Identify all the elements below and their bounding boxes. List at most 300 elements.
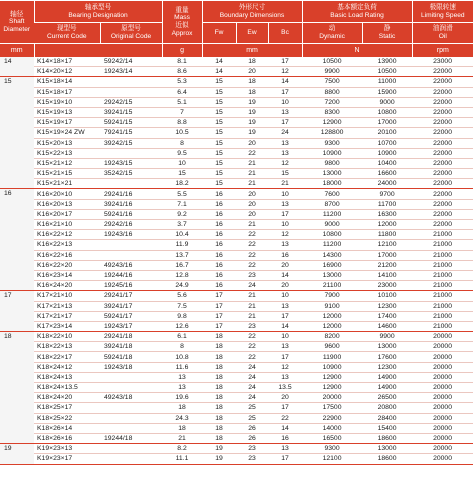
mass-cell: 7.1: [162, 199, 202, 209]
unit-speed: rpm: [412, 44, 473, 58]
bc-cell: 10: [268, 189, 302, 199]
dynamic-load-cell: 7600: [302, 189, 362, 199]
limiting-speed-cell: 22000: [412, 128, 473, 138]
fw-header: Fw: [202, 23, 236, 44]
ew-cell: 23: [236, 321, 268, 331]
bc-cell: 14: [268, 321, 302, 331]
ew-cell: 26: [236, 423, 268, 433]
original-code-cell: [100, 372, 162, 382]
ew-cell: 21: [236, 179, 268, 189]
static-load-cell: 11800: [362, 230, 412, 240]
fw-cell: 18: [202, 403, 236, 413]
original-code-header-en: Original Code: [110, 33, 152, 40]
limiting-speed-cell: 22000: [412, 209, 473, 219]
static-load-cell: 17600: [362, 352, 412, 362]
dynamic-load-cell: 12000: [302, 321, 362, 331]
bc-cell: 24: [268, 128, 302, 138]
current-code-cell: K15×21×15: [34, 169, 100, 179]
dynamic-load-cell: 20000: [302, 393, 362, 403]
static-load-cell: 11000: [362, 77, 412, 87]
table-row: [0, 250, 473, 260]
bc-cell: 17: [268, 403, 302, 413]
fw-cell: 16: [202, 250, 236, 260]
current-code-cell: K18×22×13: [34, 342, 100, 352]
static-load-cell: 14100: [362, 270, 412, 280]
dimensions-header-cn: 外形尺寸: [238, 3, 266, 11]
mass-cell: 13: [162, 372, 202, 382]
static-load-cell: 17000: [362, 118, 412, 128]
mass-cell: 11.1: [162, 454, 202, 464]
original-code-cell: 39241/16: [100, 199, 162, 209]
original-code-cell: [100, 403, 162, 413]
ew-cell: 25: [236, 413, 268, 423]
static-load-cell: 24000: [362, 179, 412, 189]
static-header-cn: 静: [383, 25, 391, 33]
mass-cell: 13: [162, 383, 202, 393]
current-code-cell: K16×22×16: [34, 250, 100, 260]
original-code-cell: 59241/15: [100, 118, 162, 128]
limiting-speed-cell: 20000: [412, 332, 473, 342]
current-code-cell: K16×20×17: [34, 209, 100, 219]
limiting-speed-cell: 22000: [412, 148, 473, 158]
original-code-cell: 29241/16: [100, 189, 162, 199]
fw-cell: 16: [202, 281, 236, 291]
dynamic-load-cell: 16500: [302, 433, 362, 443]
shaft-diameter-cell: 18: [0, 332, 34, 444]
static-load-cell: 26500: [362, 393, 412, 403]
ew-cell: 24: [236, 281, 268, 291]
bc-cell: 12: [268, 362, 302, 372]
table-row: [0, 199, 473, 209]
ew-cell: 24: [236, 372, 268, 382]
unit-mass: g: [162, 44, 202, 58]
dynamic-header: [302, 23, 362, 44]
static-load-cell: 10800: [362, 107, 412, 117]
fw-cell: 18: [202, 362, 236, 372]
limiting-speed-cell: 20000: [412, 372, 473, 382]
original-code-cell: [100, 444, 162, 454]
static-load-cell: 9700: [362, 189, 412, 199]
bc-cell: 13: [268, 199, 302, 209]
dynamic-load-cell: 9100: [302, 301, 362, 311]
mass-cell: 18: [162, 403, 202, 413]
original-code-cell: [100, 454, 162, 464]
fw-cell: 16: [202, 220, 236, 230]
static-load-cell: 20800: [362, 403, 412, 413]
table-row: [0, 67, 473, 77]
static-load-cell: 13000: [362, 444, 412, 454]
table-header: [0, 1, 473, 58]
shaft-header-cn: 轴径: [10, 10, 24, 18]
dynamic-load-cell: 17500: [302, 403, 362, 413]
table-row: [0, 97, 473, 107]
fw-cell: 15: [202, 97, 236, 107]
original-code-cell: 39242/15: [100, 138, 162, 148]
dynamic-load-cell: 11900: [302, 352, 362, 362]
ew-cell: 22: [236, 230, 268, 240]
current-code-cell: K18×26×16: [34, 433, 100, 443]
original-code-cell: 19245/16: [100, 281, 162, 291]
bc-cell: 13: [268, 301, 302, 311]
table-row: [0, 393, 473, 403]
mass-cell: 12.6: [162, 321, 202, 331]
bc-cell: 13: [268, 107, 302, 117]
current-code-cell: K15×19×10: [34, 97, 100, 107]
fw-cell: 19: [202, 454, 236, 464]
unit-load: N: [302, 44, 412, 58]
table-row: [0, 281, 473, 291]
current-code-cell: K19×23×17: [34, 454, 100, 464]
bc-cell: 17: [268, 209, 302, 219]
unit-shaft: mm: [0, 44, 34, 58]
current-code-cell: K18×22×10: [34, 332, 100, 342]
ew-cell: 22: [236, 240, 268, 250]
static-load-cell: 16300: [362, 209, 412, 219]
original-code-cell: [100, 413, 162, 423]
original-code-cell: 59242/14: [100, 57, 162, 67]
ew-cell: 23: [236, 444, 268, 454]
fw-cell: 16: [202, 209, 236, 219]
current-code-cell: K15×18×17: [34, 87, 100, 97]
static-load-cell: 10100: [362, 291, 412, 301]
mass-cell: 5.1: [162, 97, 202, 107]
static-load-cell: 14600: [362, 321, 412, 331]
fw-cell: 16: [202, 199, 236, 209]
static-load-cell: 11700: [362, 199, 412, 209]
original-code-cell: [100, 240, 162, 250]
ew-cell: 20: [236, 199, 268, 209]
fw-cell: 15: [202, 169, 236, 179]
boundary-dimensions-header: [202, 1, 302, 23]
limiting-speed-cell: 20000: [412, 433, 473, 443]
mass-cell: 21: [162, 433, 202, 443]
mass-cell: 6.4: [162, 87, 202, 97]
dynamic-load-cell: 9000: [302, 220, 362, 230]
ew-cell: 22: [236, 250, 268, 260]
original-code-header-cn: 原型号: [121, 25, 141, 33]
ew-cell: 26: [236, 433, 268, 443]
original-code-cell: 19243/14: [100, 67, 162, 77]
bc-cell: 17: [268, 118, 302, 128]
original-code-cell: 29242/15: [100, 97, 162, 107]
bc-cell: 22: [268, 413, 302, 423]
bc-cell: 17: [268, 311, 302, 321]
static-load-cell: 16600: [362, 169, 412, 179]
limiting-speed-cell: 21000: [412, 281, 473, 291]
current-code-cell: K18×24×13.5: [34, 383, 100, 393]
table-row: [0, 77, 473, 87]
mass-cell: 8.6: [162, 67, 202, 77]
shaft-diameter-cell: 19: [0, 444, 34, 464]
bc-cell: 10: [268, 220, 302, 230]
dimensions-header-en: Boundary Dimensions: [219, 11, 285, 19]
bc-cell: 15: [268, 169, 302, 179]
original-code-cell: 49243/18: [100, 393, 162, 403]
mass-cell: 9.8: [162, 311, 202, 321]
fw-cell: 18: [202, 352, 236, 362]
mass-cell: 10.8: [162, 352, 202, 362]
mass-cell: 11.9: [162, 240, 202, 250]
original-code-cell: 39241/17: [100, 301, 162, 311]
oil-header: [412, 23, 473, 44]
limiting-speed-cell: 22000: [412, 189, 473, 199]
current-code-cell: K15×22×13: [34, 148, 100, 158]
current-code-cell: K16×22×20: [34, 260, 100, 270]
mass-cell: 19.6: [162, 393, 202, 403]
dynamic-load-cell: 128800: [302, 128, 362, 138]
bc-cell: 20: [268, 281, 302, 291]
original-code-cell: 19244/16: [100, 270, 162, 280]
mass-cell: 18: [162, 423, 202, 433]
static-load-cell: 14900: [362, 383, 412, 393]
current-code-cell: K18×24×12: [34, 362, 100, 372]
ew-cell: 22: [236, 352, 268, 362]
original-code-cell: [100, 250, 162, 260]
original-code-cell: [100, 87, 162, 97]
table-row: [0, 189, 473, 199]
current-code-cell: K18×25×22: [34, 413, 100, 423]
static-load-cell: 15900: [362, 87, 412, 97]
limiting-speed-cell: 22000: [412, 67, 473, 77]
dynamic-load-cell: 9300: [302, 444, 362, 454]
limiting-speed-cell: 23000: [412, 57, 473, 67]
dynamic-load-cell: 22900: [302, 413, 362, 423]
current-code-cell: K14×18×17: [34, 57, 100, 67]
current-code-cell: K16×24×20: [34, 281, 100, 291]
dynamic-load-cell: 10500: [302, 57, 362, 67]
dynamic-load-cell: 12900: [302, 372, 362, 382]
mass-cell: 18.2: [162, 179, 202, 189]
static-load-cell: 20100: [362, 128, 412, 138]
original-code-cell: 39241/18: [100, 342, 162, 352]
table-body: [0, 57, 473, 464]
mass-cell: 15: [162, 169, 202, 179]
mass-cell: 10.4: [162, 230, 202, 240]
ew-cell: 20: [236, 209, 268, 219]
bc-cell: 10: [268, 291, 302, 301]
dynamic-load-cell: 9600: [302, 342, 362, 352]
table-row: [0, 423, 473, 433]
fw-cell: 18: [202, 332, 236, 342]
units-row: [0, 44, 473, 58]
original-code-cell: 59241/18: [100, 352, 162, 362]
ew-cell: 22: [236, 342, 268, 352]
bearing-designation-header: [34, 1, 162, 23]
mass-cell: 8: [162, 138, 202, 148]
mass-cell: 8.8: [162, 118, 202, 128]
limiting-speed-cell: 22000: [412, 118, 473, 128]
fw-cell: 16: [202, 240, 236, 250]
ew-cell: 24: [236, 393, 268, 403]
fw-cell: 16: [202, 270, 236, 280]
dynamic-header-cn: 动: [328, 25, 336, 33]
table-row: [0, 260, 473, 270]
original-code-cell: 29241/18: [100, 332, 162, 342]
mass-header-cn1: 重量: [175, 6, 189, 14]
table-row: [0, 413, 473, 423]
current-code-cell: K17×21×13: [34, 301, 100, 311]
original-code-cell: 79241/15: [100, 128, 162, 138]
fw-cell: 15: [202, 128, 236, 138]
ew-cell: 24: [236, 383, 268, 393]
table-row: [0, 342, 473, 352]
mass-cell: 16.7: [162, 260, 202, 270]
original-code-cell: 29241/17: [100, 291, 162, 301]
static-load-cell: 12100: [362, 240, 412, 250]
bc-cell: 13: [268, 342, 302, 352]
bc-cell: 21: [268, 179, 302, 189]
ew-cell: 18: [236, 87, 268, 97]
fw-cell: 18: [202, 342, 236, 352]
speed-header-cn: 极限转速: [429, 3, 456, 11]
ew-cell: 18: [236, 77, 268, 87]
fw-cell: 15: [202, 87, 236, 97]
limiting-speed-cell: 20000: [412, 383, 473, 393]
ew-cell: 18: [236, 57, 268, 67]
fw-cell: 15: [202, 148, 236, 158]
limiting-speed-cell: 21000: [412, 321, 473, 331]
original-code-cell: 19243/18: [100, 362, 162, 372]
limiting-speed-cell: 22000: [412, 107, 473, 117]
static-load-cell: 12000: [362, 220, 412, 230]
bc-cell: 13: [268, 138, 302, 148]
current-code-cell: K17×23×14: [34, 321, 100, 331]
dynamic-load-cell: 21100: [302, 281, 362, 291]
limiting-speed-cell: 20000: [412, 403, 473, 413]
bc-cell: 13: [268, 444, 302, 454]
original-code-header: [100, 23, 162, 44]
table-row: [0, 270, 473, 280]
fw-cell: 14: [202, 57, 236, 67]
mass-header: [162, 1, 202, 44]
current-code-cell: K18×22×17: [34, 352, 100, 362]
fw-cell: 17: [202, 301, 236, 311]
static-load-cell: 17000: [362, 250, 412, 260]
dynamic-load-cell: 14000: [302, 423, 362, 433]
ew-cell: 22: [236, 260, 268, 270]
bc-cell: 20: [268, 393, 302, 403]
original-code-cell: 19243/17: [100, 321, 162, 331]
unit-dimensions: mm: [202, 44, 302, 58]
static-load-cell: 10400: [362, 158, 412, 168]
current-code-cell: K16×23×14: [34, 270, 100, 280]
bc-cell: 20: [268, 260, 302, 270]
load-rating-header-cn: 基本额定负荷: [337, 3, 377, 11]
dynamic-load-cell: 9300: [302, 138, 362, 148]
mass-cell: 13.7: [162, 250, 202, 260]
speed-header-en: Limiting Speed: [420, 11, 465, 19]
table-row: [0, 107, 473, 117]
mass-cell: 3.7: [162, 220, 202, 230]
table-row: [0, 57, 473, 67]
fw-cell: 18: [202, 372, 236, 382]
limiting-speed-cell: 20000: [412, 413, 473, 423]
table-row: [0, 179, 473, 189]
table-row: [0, 118, 473, 128]
dynamic-load-cell: 8200: [302, 332, 362, 342]
bc-cell: 10: [268, 332, 302, 342]
static-load-cell: 17400: [362, 311, 412, 321]
original-code-cell: 19243/15: [100, 158, 162, 168]
fw-cell: 15: [202, 107, 236, 117]
shaft-diameter-cell: 15: [0, 77, 34, 189]
static-load-cell: 9000: [362, 97, 412, 107]
dynamic-load-cell: 10900: [302, 148, 362, 158]
current-code-cell: K16×22×13: [34, 240, 100, 250]
table-row: [0, 362, 473, 372]
original-code-cell: [100, 77, 162, 87]
original-code-cell: 39241/15: [100, 107, 162, 117]
load-rating-header: [302, 1, 412, 23]
table-row: [0, 383, 473, 393]
original-code-cell: 29242/16: [100, 220, 162, 230]
fw-cell: 17: [202, 321, 236, 331]
table-row: [0, 158, 473, 168]
limiting-speed-cell: 21000: [412, 230, 473, 240]
dynamic-load-cell: 8800: [302, 87, 362, 97]
shaft-header-en1: Shaft: [9, 18, 25, 26]
bc-cell: 13: [268, 240, 302, 250]
limiting-speed-cell: 22000: [412, 220, 473, 230]
mass-cell: 12.8: [162, 270, 202, 280]
dynamic-load-cell: 10900: [302, 362, 362, 372]
current-code-cell: K16×20×10: [34, 189, 100, 199]
ew-cell: 22: [236, 148, 268, 158]
static-load-cell: 18600: [362, 454, 412, 464]
original-code-cell: 59241/17: [100, 311, 162, 321]
current-code-cell: K18×26×14: [34, 423, 100, 433]
dynamic-load-cell: 13000: [302, 270, 362, 280]
dynamic-load-cell: 11200: [302, 209, 362, 219]
fw-cell: 18: [202, 423, 236, 433]
bc-cell: 13: [268, 148, 302, 158]
dynamic-load-cell: 14300: [302, 250, 362, 260]
ew-cell: 23: [236, 454, 268, 464]
ew-cell: 20: [236, 189, 268, 199]
dynamic-load-cell: 8300: [302, 107, 362, 117]
table-row: [0, 138, 473, 148]
table-row: [0, 301, 473, 311]
limiting-speed-header: [412, 1, 473, 23]
oil-header-cn: 油润滑: [432, 25, 453, 33]
limiting-speed-cell: 20000: [412, 352, 473, 362]
bc-cell: 12: [268, 158, 302, 168]
ew-cell: 20: [236, 67, 268, 77]
fw-cell: 18: [202, 433, 236, 443]
table-row: [0, 230, 473, 240]
static-load-cell: 15400: [362, 423, 412, 433]
dynamic-load-cell: 13000: [302, 169, 362, 179]
shaft-diameter-cell: 17: [0, 291, 34, 332]
mass-cell: 5.5: [162, 189, 202, 199]
table-row: [0, 311, 473, 321]
mass-cell: 8.1: [162, 57, 202, 67]
mass-cell: 7: [162, 107, 202, 117]
limiting-speed-cell: 21000: [412, 270, 473, 280]
current-code-cell: K17×21×17: [34, 311, 100, 321]
table-row: [0, 169, 473, 179]
limiting-speed-cell: 22000: [412, 87, 473, 97]
fw-cell: 15: [202, 77, 236, 87]
fw-cell: 14: [202, 67, 236, 77]
current-code-cell: K15×18×14: [34, 77, 100, 87]
mass-cell: 10.5: [162, 128, 202, 138]
current-code-header-cn: 现型号: [56, 25, 77, 33]
ew-cell: 21: [236, 291, 268, 301]
ew-cell: 25: [236, 403, 268, 413]
dynamic-load-cell: 9900: [302, 67, 362, 77]
bc-cell: 17: [268, 454, 302, 464]
